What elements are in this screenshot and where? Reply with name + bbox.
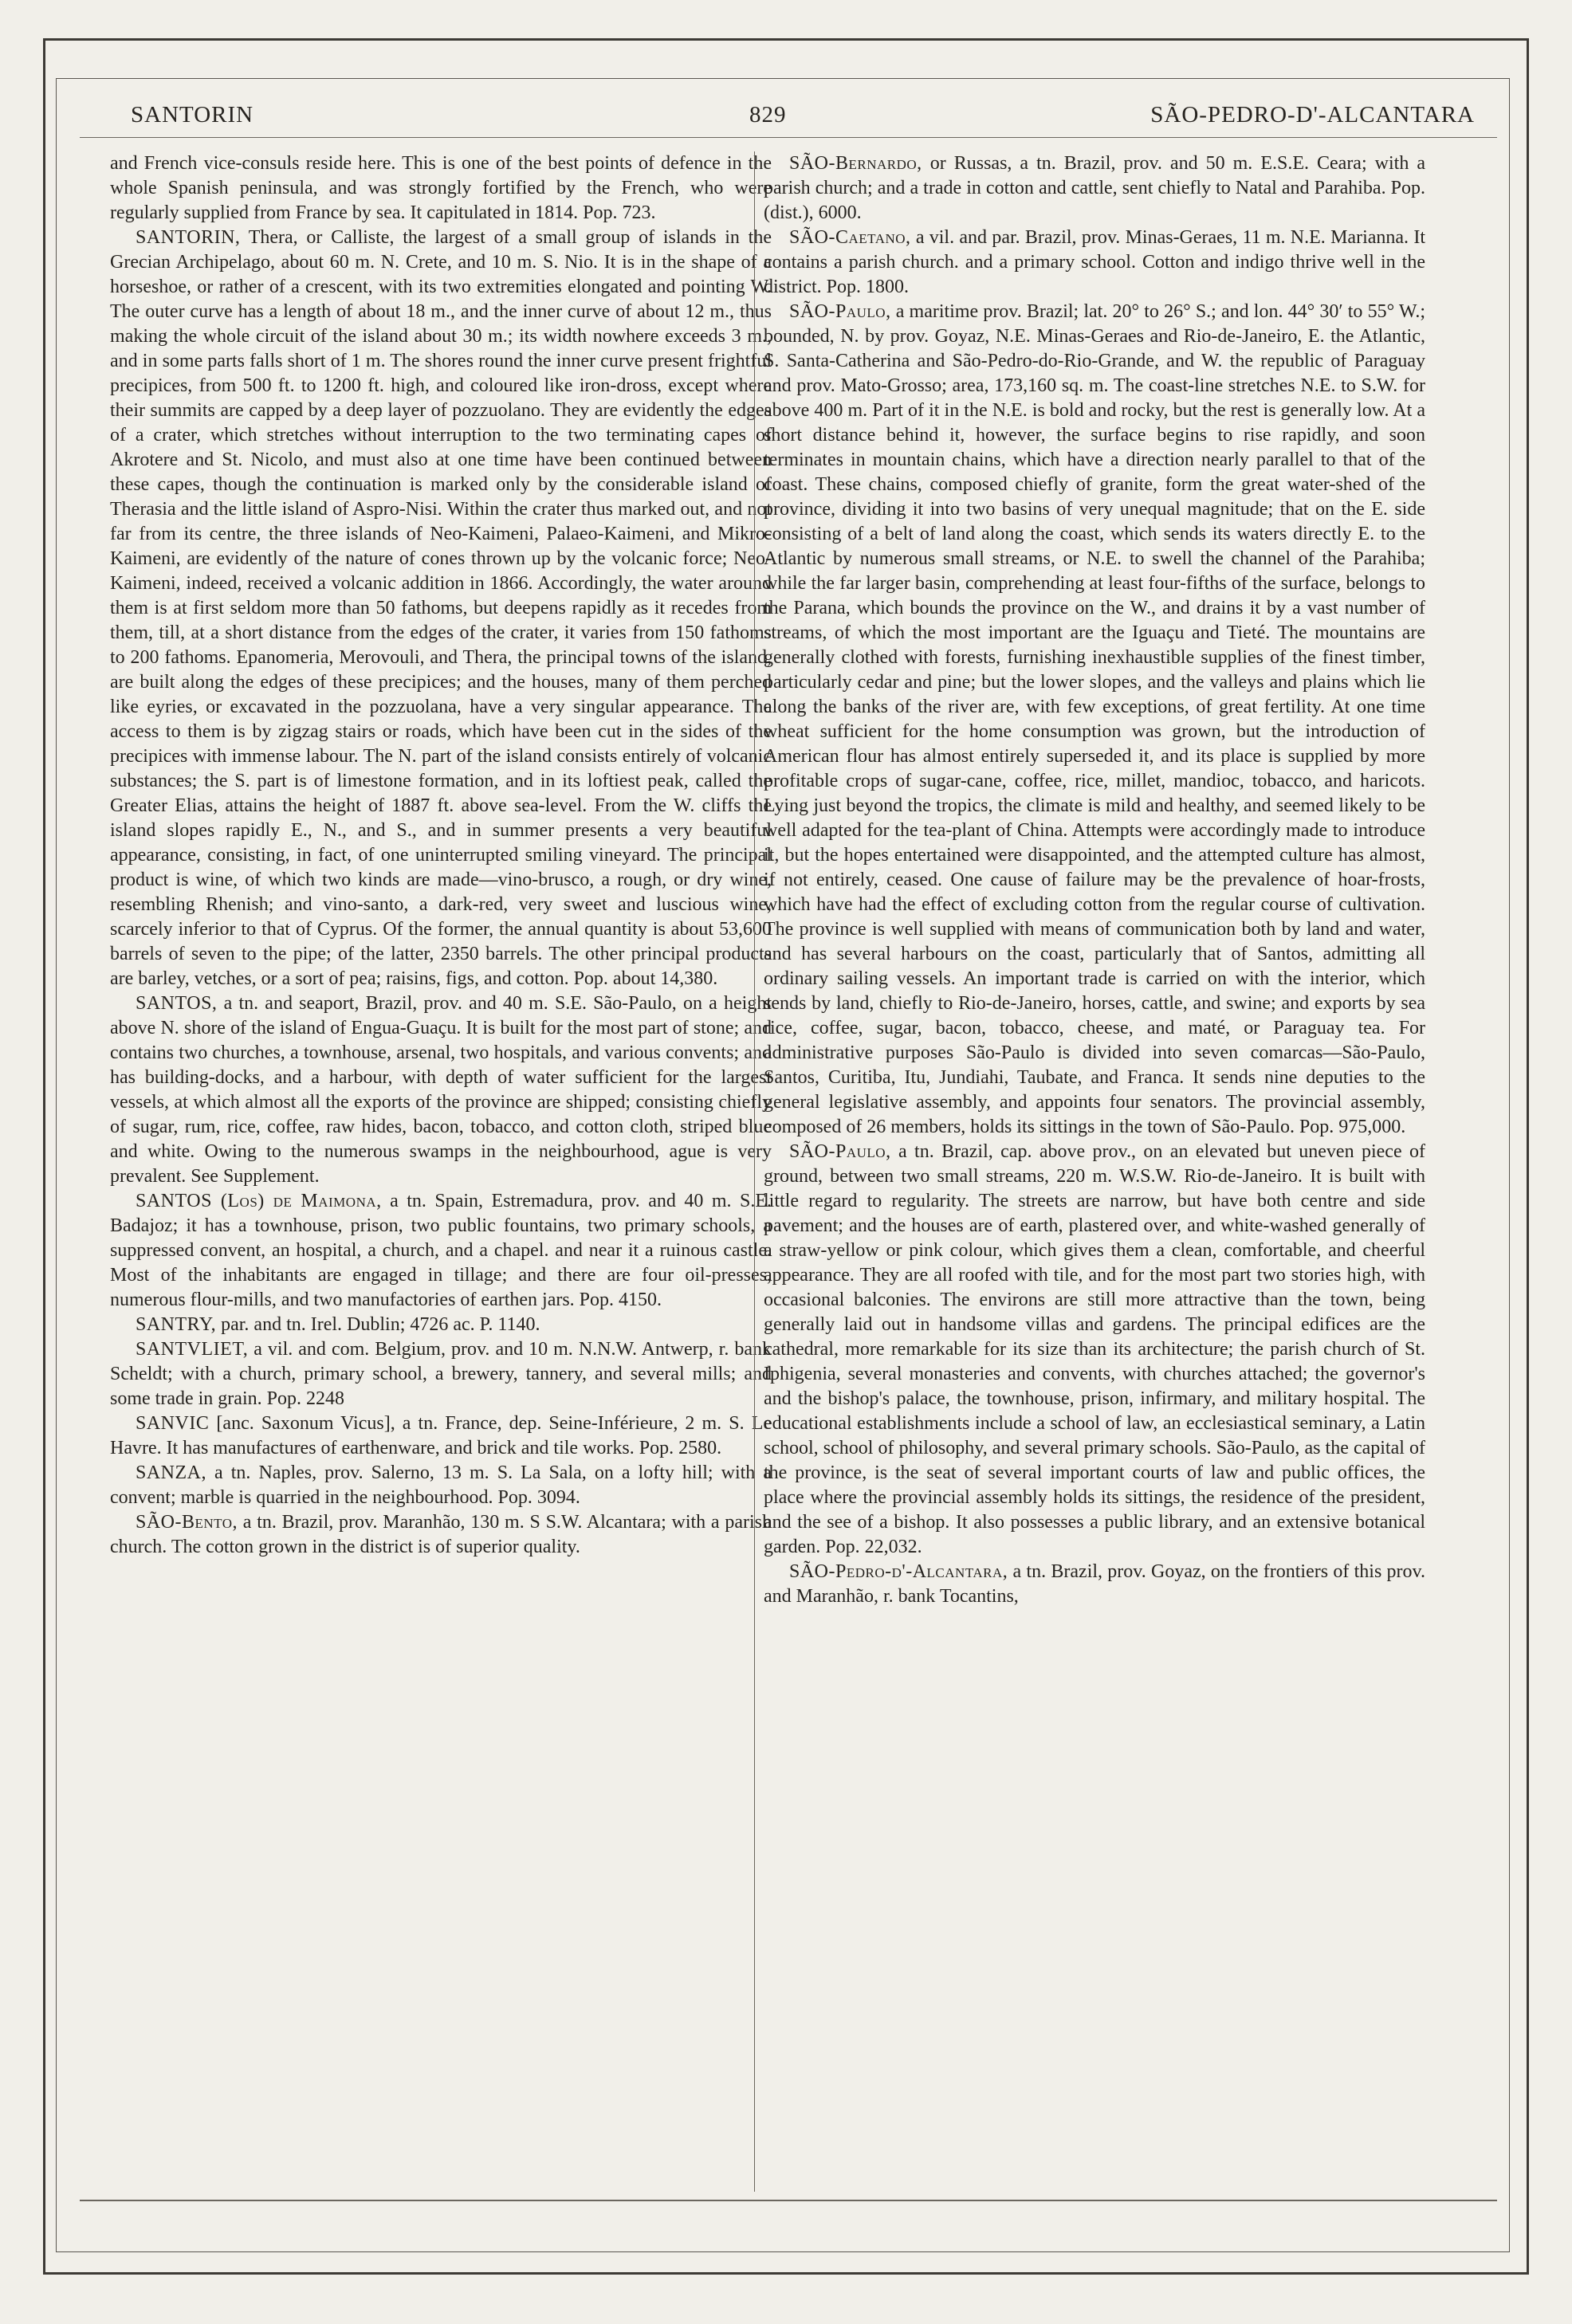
header-rule [80,137,1497,138]
entry-text: a maritime prov. Brazil; lat. 20° to 26° S.; and lon. 44° 30′ to 55° W.; bounded, N. by prov. Goyaz, N.E. Minas-Geraes and Rio-de-Janeiro, E. the Atlantic, S. Santa-Catherina and São-Pedro-do-Rio-Grande, and W. the republic of Paraguay and prov. Mato-Grosso; area, 173,160 sq. m. The coast-line stretches N.E. to S.W. for above 400 m. Part of it in the N.E. is bold and rocky, but the rest is generally low. At a short distance behind it, however, the surface begins to rise rapidly, and soon terminates in mountain chains, which have a direction nearly parallel to that of the coast. These chains, composed chiefly of granite, form the great water-shed of the province, dividing it into two basins of very unequal magnitude; that on the E. side consisting of a belt of land along the coast, which sends its waters directly E. to the Atlantic by numerous small streams, or N.E. to swell the channel of the Parahiba; while the far larger basin, comprehending at least four-fifths of the surface, belongs to the Parana, which bounds the province on the W., and drains it by a vast number of streams, of which the most important are the Iguaçu and Tieté. The mountains are generally clothed with forests, furnishing inexhaustible supplies of the finest timber, particularly cedar and pine; but the lower slopes, and the valleys and plains which lie along the banks of the river are, with few exceptions, of great fertility. At one time wheat sufficient for the home consumption was grown, but the introduction of American flour has almost entirely superseded it, and its place is supplied by more profitable crops of sugar-cane, coffee, rice, millet, mandioc, tobacco, and haricots. Lying just beyond the tropics, the climate is mild and healthy, and seemed likely to be well adapted for the tea-plant of China. Attempts were accordingly made to introduce it, but the hopes entertained were disappointed, and the attempted culture has almost, if not entirely, ceased. One cause of failure may be the prevalence of hoar-frosts, which have had the effect of excluding cotton from the regular course of cultivation. The province is well supplied with means of communication both by land and water, and has several harbours on the coast, particularly that of Santos, admitting all ordinary sailing vessels. An important trade is carried on with the interior, which sends by land, chiefly to Rio-de-Janeiro, horses, cattle, and swine; and exports by sea rice, coffee, sugar, bacon, tobacco, cheese, and maté, or Paraguay tea. For administrative purposes São-Paulo is divided into seven comarcas—São-Paulo, Santos, Curitiba, Itu, Jundiahi, Taubate, and Franca. It sends nine deputies to the general legislative assembly, and appoints four senators. The provincial assembly, composed of 26 members, holds its sittings in the town of São-Paulo. Pop. 975,000. [764,301,1425,1137]
entry-headword: SANTOS, [136,993,218,1014]
entry-text: and French vice-consuls reside here. This is one of the best points of defence in the whole Spanish peninsula, and was strongly fortified by the French, who were regularly supplied from France by sea. It capitulated in 1814. Pop. 723. [110,153,772,223]
page-number: 829 [749,102,787,128]
gazetteer-entry [110,151,772,226]
entry-text: a vil. and par. Brazil, prov. Minas-Geraes, 11 m. N.E. Marianna. It contains a parish church. and a primary school. Cotton and indigo thrive well in the district. Pop. 1800. [764,227,1425,297]
entry-headword: SANTORIN, [136,227,241,248]
right-column [764,151,1425,2192]
gazetteer-entry [110,1510,772,1560]
entry-text: a tn. Brazil, prov. Maranhão, 130 m. S S.W. Alcantara; with a parish church. The cotton grown in the district is of superior quality. [110,1512,772,1557]
header-left-catchword: SANTORIN [131,102,254,128]
header-right-catchword: SÃO-PEDRO-D'-ALCANTARA [1150,102,1475,128]
gazetteer-entry [110,1461,772,1510]
gazetteer-entry [764,1560,1425,1609]
entry-headword: SÃO-Paulo, [789,301,891,322]
entry-text: a tn. Brazil, prov. Goyaz, on the frontiers of this prov. and Maranhão, r. bank Tocantins, [764,1561,1425,1607]
entry-headword: SANTVLIET, [136,1339,249,1360]
entry-text: a tn. Spain, Estremadura, prov. and 40 m. S.E. Badajoz; it has a townhouse, prison, two public fountains, two primary schools, a suppressed convent, an hospital, a church, and a chapel. and near it a ruinous castle. Most of the inhabitants are engaged in tillage; and there are four oil-presses, numerous flour-mills, and two manufactories of earthen jars. Pop. 4150. [110,1191,772,1310]
entry-text: Thera, or Calliste, the largest of a small group of islands in the Grecian Archipelago, about 60 m. N. Crete, and 10 m. S. Nio. It is in the shape of a horseshoe, or rather of a crescent, with its two extremities elongated and pointing W. The outer curve has a length of about 18 m., and the inner curve of about 12 m., thus making the whole circuit of the island about 30 m.; its width nowhere exceeds 3 m., and in some parts falls short of 1 m. The shores round the inner curve present frightful precipices, from 500 ft. to 1200 ft. high, and coloured like iron-dross, except where their summits are capped by a deep layer of pozzuolano. They are evidently the edges of a crater, which stretches without interruption to the two terminating capes of Akrotere and St. Nicolo, and must also at one time have been continued between these capes, though the continuation is marked only by the considerable island of Therasia and the little island of Aspro-Nisi. Within the crater thus marked out, and not far from its centre, the three islands of Neo-Kaimeni, Palaeo-Kaimeni, and Mikro-Kaimeni, are evidently of the nature of cones thrown up by the volcanic force; Neo-Kaimeni, indeed, received a volcanic addition in 1866. Accordingly, the water around them is at first seldom more than 50 fathoms, but deepens rapidly as it recedes from them, till, at a short distance from the edges of the crater, it varies from 150 fathoms to 200 fathoms. Epanomeria, Merovouli, and Thera, the principal towns of the island, are built along the edges of these precipices; and the houses, many of them perched like eyries, or excavated in the pozzuolana, have a very singular appearance. The access to them is by zigzag stairs or roads, which have been cut in the sides of the precipices with immense labour. The N. part of the island consists entirely of volcanic substances; the S. part is of limestone formation, and in its loftiest peak, called the Greater Elias, attains the height of 1887 ft. above sea-level. From the W. cliffs the island slopes rapidly E., N., and S., and in summer presents a very beautiful appearance, consisting, in fact, of one uninterrupted smiling vineyard. The principal product is wine, of which two kinds are made—vino-brusco, a rough, or dry wine, resembling Rhenish; and vino-santo, a dark-red, very sweet and luscious wine, scarcely inferior to that of Cyprus. Of the former, the annual quantity is about 53,600 barrels of seven to the pipe; of the latter, 2350 barrels. The other principal products are barley, vetches, or a sort of pea; raisins, figs, and cotton. Pop. about 14,380. [110,227,772,989]
entry-headword: SANVIC [136,1413,210,1434]
entry-headword: SÃO-Paulo, [789,1141,891,1162]
footer-rule [80,2200,1497,2201]
running-header [80,102,1483,142]
left-column [110,151,772,2192]
entry-headword: SANTRY, [136,1314,217,1335]
gazetteer-entry [110,1313,772,1337]
gazetteer-entry [110,991,772,1189]
entry-headword: SANZA, [136,1462,207,1483]
column-divider [754,151,755,2192]
gazetteer-entry [110,226,772,991]
entry-headword: SÃO-Bernardo, [789,153,922,174]
entry-text: [anc. Saxonum Vicus], a tn. France, dep. Seine-Inférieure, 2 m. S. Le Havre. It has manufactures of earthenware, and brick and tile works. Pop. 2580. [110,1413,772,1458]
entry-text: a tn. Naples, prov. Salerno, 13 m. S. La Sala, on a lofty hill; with a convent; marble is quarried in the neighbourhood. Pop. 3094. [110,1462,772,1508]
entry-headword: SANTOS (Los) de Maimona, [136,1191,382,1211]
entry-text: a tn. and seaport, Brazil, prov. and 40 m. S.E. São-Paulo, on a height above N. shore of the island of Engua-Guaçu. It is built for the most part of stone; and contains two churches, a townhouse, arsenal, two hospitals, and various convents; and has building-docks, and a harbour, with depth of water sufficient for the largest vessels, at which almost all the exports of the province are shipped; consisting chiefly of sugar, rum, rice, coffee, raw hides, bacon, tobacco, and cotton cloth, striped blue and white. Owing to the numerous swamps in the neighbourhood, ague is very prevalent. See Supplement. [110,993,772,1187]
entry-text: or Russas, a tn. Brazil, prov. and 50 m. E.S.E. Ceara; with a parish church; and a trade in cotton and cattle, sent chiefly to Natal and Parahiba. Pop. (dist.), 6000. [764,153,1425,223]
entry-text: a vil. and com. Belgium, prov. and 10 m. N.N.W. Antwerp, r. bank Scheldt; with a church, primary school, a brewery, tannery, and several mills; and some trade in grain. Pop. 2248 [110,1339,772,1409]
gazetteer-entry [764,300,1425,1140]
entry-text: a tn. Brazil, cap. above prov., on an elevated but uneven piece of ground, between two small streams, 220 m. W.S.W. Rio-de-Janeiro. It is built with little regard to regularity. The streets are narrow, but have both centre and side pavement; and the houses are of earth, plastered over, and white-washed generally of a straw-yellow or pink colour, which gives them a clean, comfortable, and cheerful appearance. They are all roofed with tile, and for the most part two stories high, with occasional balconies. The environs are still more attractive than the town, being generally laid out in handsome villas and gardens. The principal edifices are the cathedral, more remarkable for its size than its architecture; the parish church of St. Iphigenia, several monasteries and convents, with churches attached; the governor's and the bishop's palace, the townhouse, prison, infirmary, and military hospital. The educational establishments include a school of law, an ecclesiastical seminary, a Latin school, school of philosophy, and several primary schools. São-Paulo, as the capital of the province, is the seat of several important courts of law and public offices, the place where the provincial assembly holds its sittings, the residence of the president, and the see of a bishop. It also possesses a public library, and an extensive botanical garden. Pop. 22,032. [764,1141,1425,1557]
entry-text: par. and tn. Irel. Dublin; 4726 ac. P. 1140. [216,1314,540,1335]
gazetteer-entry [110,1337,772,1411]
gazetteer-entry [764,1140,1425,1560]
entry-headword: SÃO-Caetano, [789,227,911,248]
entry-headword: SÃO-Pedro-d'-Alcantara, [789,1561,1008,1582]
gazetteer-entry [110,1189,772,1313]
gazetteer-entry [764,226,1425,300]
gazetteer-entry [110,1411,772,1461]
gazetteer-entry [764,151,1425,226]
entry-headword: SÃO-Bento, [136,1512,238,1533]
